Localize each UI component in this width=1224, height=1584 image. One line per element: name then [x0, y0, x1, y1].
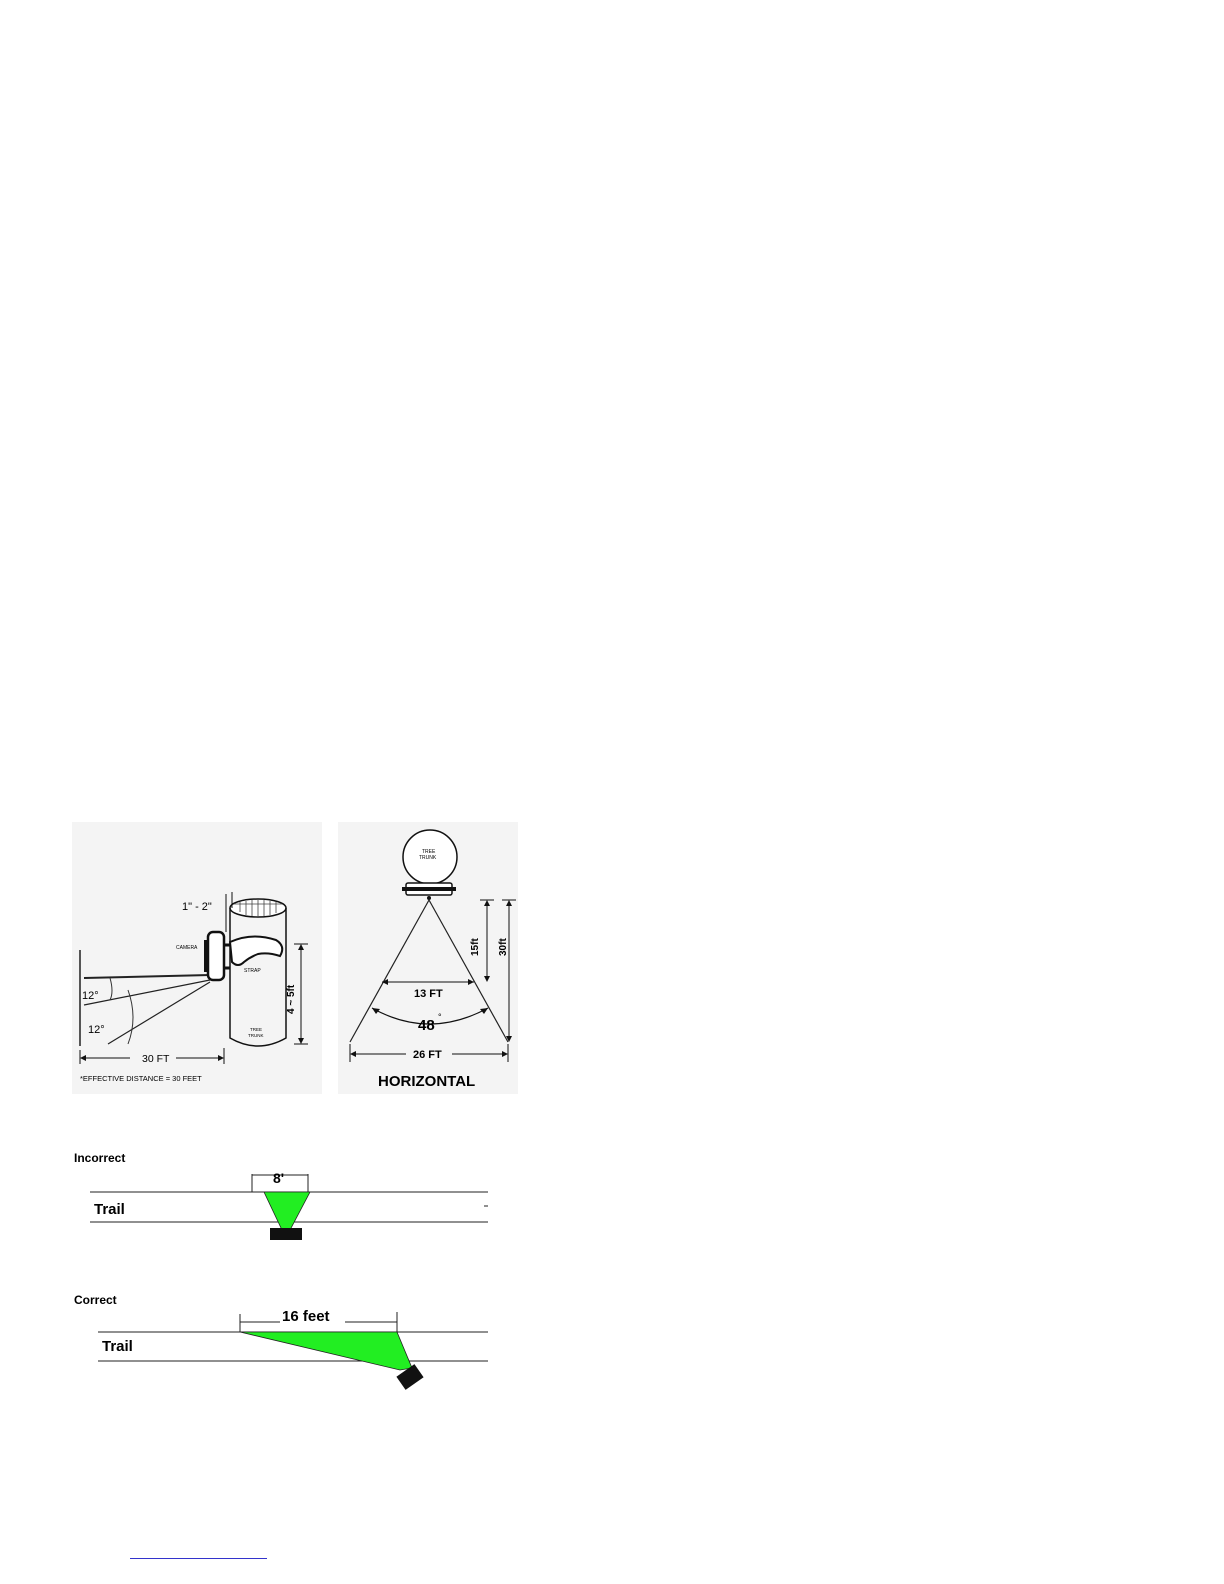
- far-width-label: 26 FT: [413, 1049, 442, 1061]
- trunk-label-line1: TREE: [250, 1027, 263, 1032]
- incorrect-camera: [270, 1228, 302, 1240]
- top-camera-lens: [427, 896, 431, 900]
- correct-detection-cone: [240, 1332, 412, 1370]
- correct-trail-label: Trail: [102, 1338, 133, 1355]
- fov-angle-unit: °: [438, 1012, 442, 1022]
- camera-label: CAMERA: [176, 945, 198, 951]
- incorrect-detection-cone: [264, 1192, 310, 1230]
- strap-label: STRAP: [244, 968, 261, 974]
- angle-upper-label: 12°: [82, 990, 99, 1002]
- incorrect-heading: Incorrect: [74, 1151, 126, 1165]
- side-view-diagram: [72, 822, 322, 1094]
- fov-angle-label: 48: [418, 1017, 435, 1034]
- diagram-background: [72, 822, 322, 1094]
- effective-distance-note: *EFFECTIVE DISTANCE = 30 FEET: [80, 1074, 202, 1083]
- camera-body: [208, 932, 224, 980]
- correct-width-label: 16 feet: [282, 1308, 330, 1325]
- trunk-label-line2: TRUNK: [248, 1033, 264, 1038]
- incorrect-trail-label: Trail: [94, 1201, 125, 1218]
- top-trunk-label-line1: TREE: [422, 849, 436, 855]
- distance-label: 30 FT: [142, 1053, 170, 1065]
- horizontal-caption: HORIZONTAL: [378, 1073, 476, 1090]
- top-trunk-label-line2: TRUNK: [419, 855, 437, 861]
- mid-depth-label: 15ft: [470, 938, 481, 956]
- top-camera-strap: [402, 887, 456, 891]
- incorrect-placement-diagram: [70, 1146, 500, 1246]
- clearance-label: 1" - 2": [182, 901, 212, 913]
- top-view-diagram: [338, 822, 518, 1094]
- height-label: 4 ~ 5ft: [286, 984, 297, 1014]
- correct-heading: Correct: [74, 1293, 117, 1307]
- correct-placement-diagram: [70, 1288, 500, 1392]
- footnote-separator: [130, 1558, 267, 1559]
- far-depth-label: 30ft: [498, 938, 509, 956]
- camera-lens-strip: [204, 940, 209, 972]
- mid-width-label: 13 FT: [414, 988, 443, 1000]
- incorrect-width-label: 8': [273, 1170, 285, 1186]
- angle-lower-label: 12°: [88, 1024, 105, 1036]
